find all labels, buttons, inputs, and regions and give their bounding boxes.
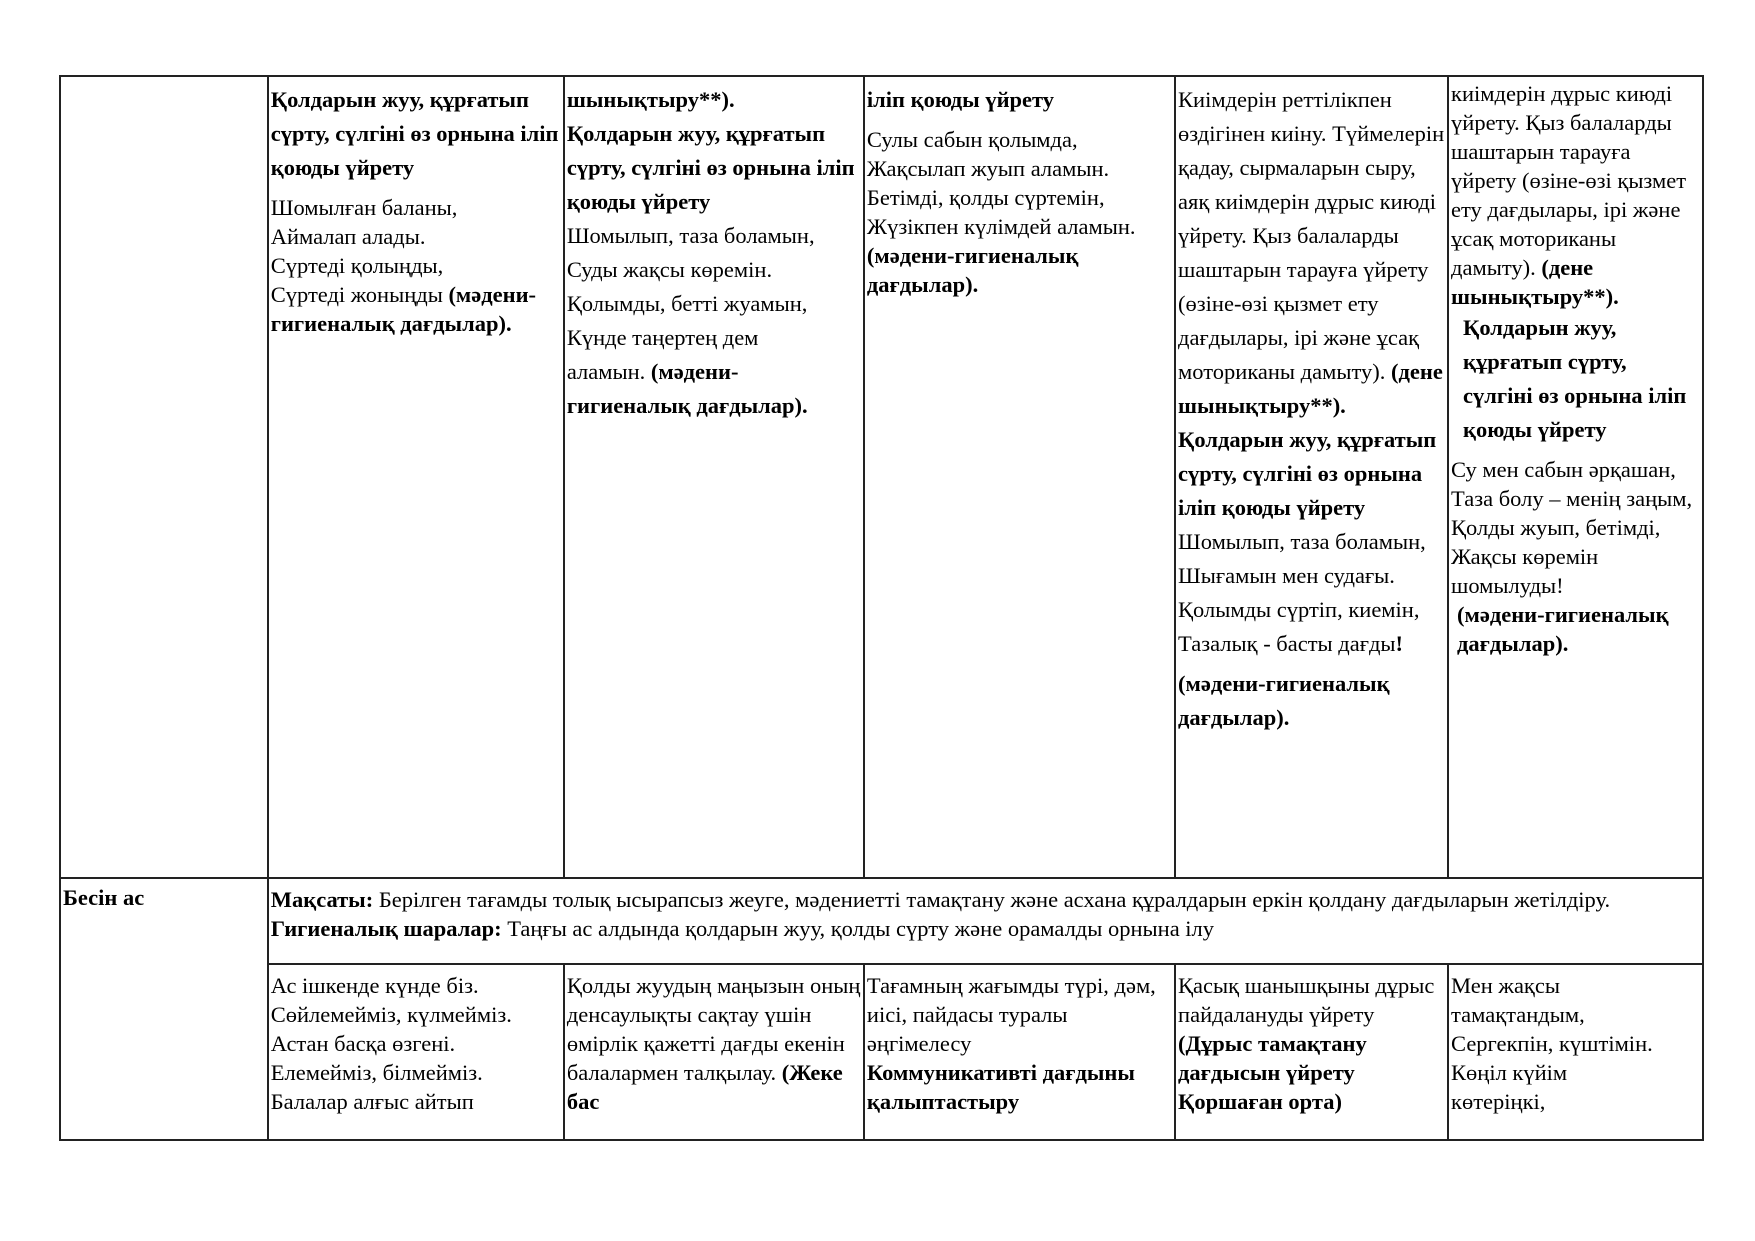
skill-tag: (Дұрыс тамақтану дағдысын үйрету Қоршаған орта) xyxy=(1178,1031,1367,1114)
instruction-text: Қолдарын жуу, құрғатып сүрту, сүлгіні өз орнына іліп қоюды үйрету xyxy=(566,121,855,214)
skill-tag: (дене шынықтыру**). xyxy=(1451,255,1619,309)
skill-tag: (мәдени-гигиеналық дағдылар). xyxy=(1457,602,1669,656)
hygiene-label: Гигиеналық шаралар: xyxy=(270,916,502,941)
routine-cell-4: Киімдерін реттілікпен өздігінен киіну. Түймелерін қадау, сырмаларын сыру, аяқ киімдерін дұрыс киюді үйрету. Қыз балаларды шаштарын тарауға үйрету (өзіне-өзі қызмет ету дағдылары, ірі және ұсақ моториканы дамыту). (дене шынықтыру**). Қолдарын жуу, құрғатып сүрту, сүлгіні өз орнына іліп қоюды үйрету Шомылып, таза боламын, Шығамын мен судағы. Қолымды сүртіп, киемін, Тазалық - басты дағды! (мәдени-гигиеналық дағдылар). xyxy=(1175,76,1448,878)
meal-cell-2 xyxy=(564,964,864,1140)
poem-line: Қолымды, бетті жуамын, xyxy=(566,291,808,316)
poem-text: Су мен сабын әрқашан, Таза болу – менің заңым, Қолды жуып, бетімді, Жақсы көремін шомылуды! (мәдени-гигиеналық дағдылар). xyxy=(1451,455,1700,658)
routine-cell-3 xyxy=(864,76,1175,878)
instruction-text: киімдерін дұрыс киюді үйрету. Қыз балаларды шаштарын тарауға үйрету (өзіне-өзі қызмет ету дағдылары, ірі және ұсақ моториканы дамыту). xyxy=(1451,81,1687,280)
meal-cell-3 xyxy=(864,964,1175,1140)
table-row xyxy=(60,878,1703,964)
goal-label: Мақсаты: xyxy=(270,887,374,912)
poem-line: аламын. xyxy=(566,359,646,384)
instruction-text: шынықтыру**). xyxy=(566,87,735,112)
instruction-text: Қолдарын жуу, құрғатып сүрту, сүлгіні өз орнына іліп қоюды үйрету xyxy=(270,87,559,180)
table-row xyxy=(60,76,1703,878)
skill-tag: (мәдени-гигиеналық дағдылар). xyxy=(1178,671,1390,730)
poem-text: Сулы сабын қолымда, Жақсылап жуып аламын. Бетімді, қолды сүртемін, Жүзікпен күлімдей аламын. (мәдени-гигиеналық дағдылар). xyxy=(867,125,1172,299)
row-label-cell xyxy=(60,76,268,878)
skill-tag: (мәдени-гигиеналық дағдылар). xyxy=(270,282,537,336)
instruction-text: Қолдарын жуу, құрғатып сүрту, сүлгіні өз орнына іліп қоюды үйрету xyxy=(1463,315,1687,442)
routine-cell-2 xyxy=(564,76,864,878)
skill-tag: (мәдени-гигиеналық дағдылар). xyxy=(566,359,808,418)
meal-cell-4 xyxy=(1175,964,1448,1140)
goal-text: Берілген тағамды толық ысырапсыз жеуге, мәдениетті тамақтану және асхана құралдарын еркін қолдану дағдыларын жетілдіру. xyxy=(378,887,1611,912)
row-label-besin-as: Бесін ас xyxy=(60,878,268,1140)
routine-cell-1 xyxy=(268,76,564,878)
meal-text: Тағамның жағымды түрі, дәм, иісі, пайдасы туралы әңгімелесу xyxy=(866,973,1156,1056)
lesson-plan-table xyxy=(59,75,1704,1141)
meal-text: Қолды жуудың маңызын оның денсаулықты сақтау үшін өмірлік қажетті дағды екенін балалармен талқылау. xyxy=(566,973,861,1085)
meal-cell-5: Мен жақсы тамақтандым, Сергекпін, күштімін. Көңіл күйім көтеріңкі, xyxy=(1448,964,1703,1140)
routine-cell-5 xyxy=(1448,76,1703,878)
instruction-text: Киімдерін реттілікпен өздігінен киіну. Түймелерін қадау, сырмаларын сыру, аяқ киімдерін дұрыс киюді үйрету. Қыз балаларды шаштарын тарауға үйрету (өзіне-өзі қызмет ету дағдылары, ірі және ұсақ моториканы дамыту). xyxy=(1178,87,1445,384)
poem-line: Күнде таңертең дем xyxy=(566,325,759,350)
instruction-text: Қолдарын жуу, құрғатып сүрту, сүлгіні өз орнына іліп қоюды үйрету xyxy=(1178,427,1437,520)
skill-tag: Коммуникативті дағдыны қалыптастыру xyxy=(866,1060,1135,1114)
skill-tag: (мәдени-гигиеналық дағдылар). xyxy=(866,243,1079,297)
poem-text: Шомылып, таза боламын, Шығамын мен судағы. Қолымды сүртіп, киемін, Тазалық - басты дағды xyxy=(1178,529,1426,656)
goal-cell xyxy=(268,878,1703,964)
meal-cell-1: Ас ішкенде күнде біз. Сөйлемейміз, күлмейміз. Астан басқа өзгені. Елемейміз, білмейміз. Балалар алғыс айтып xyxy=(268,964,564,1140)
table-row xyxy=(60,964,1703,1140)
skill-tag: (Жеке бас xyxy=(566,1060,843,1114)
poem-line: Шомылып, таза боламын, xyxy=(566,223,815,248)
hygiene-text: Таңғы ас алдында қолдарын жуу, қолды сүрту және орамалды орнына ілу xyxy=(507,916,1215,941)
poem-line: Суды жақсы көремін. xyxy=(566,257,773,282)
instruction-text: іліп қоюды үйрету xyxy=(866,87,1055,112)
poem-text: Шомылған баланы, Аймалап алады. Сүртеді қолыңды, Сүртеді жоныңды (мәдени-гигиеналық дағдылар). xyxy=(270,195,537,336)
skill-tag: (дене шынықтыру**). xyxy=(1178,359,1443,418)
meal-text: Қасық шанышқыны дұрыс пайдалануды үйрету xyxy=(1178,973,1435,1027)
